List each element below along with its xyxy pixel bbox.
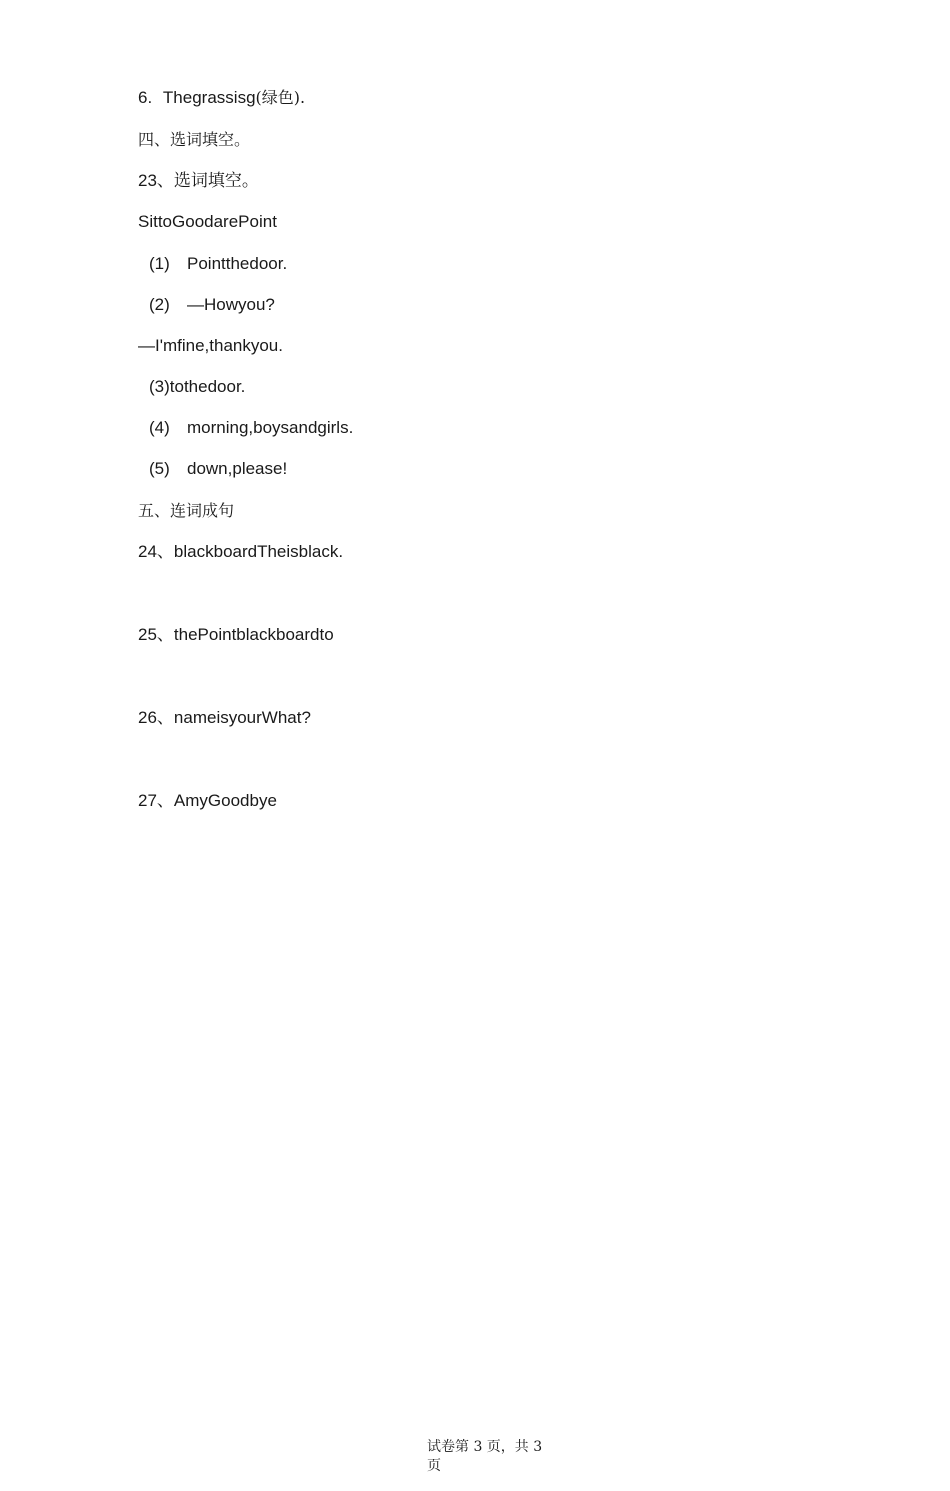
section-heading-4: 四、选词填空。 [138,130,251,149]
question-24 [138,542,343,562]
item-number: (2) [149,295,170,314]
question-hint: (绿色). [255,88,306,107]
item-text: down,please! [187,459,288,478]
question-number: 24、 [138,542,174,561]
question-26 [138,708,311,728]
page-footer: 试卷第 3 页，共 3 页 [427,1439,543,1474]
question-text: Thegrassisg [162,88,256,107]
question-number: 25、 [138,625,174,644]
item-number: (5) [149,459,170,478]
question-text: nameisyourWhat? [173,708,311,727]
question-25 [138,625,334,645]
question-number: 26、 [138,708,174,727]
item-number: (4) [149,418,170,437]
item-number: (3) [149,377,170,396]
word-bank: SittoGoodarePoint [138,212,277,231]
fill-item-4 [149,418,353,438]
question-23-title [138,171,259,191]
question-6 [138,88,305,108]
item-text: —Howyou? [187,295,275,314]
item-number: (1) [149,254,170,273]
item-text: tothedoor. [169,377,246,396]
fill-item-3 [149,377,245,397]
item-text: Pointthedoor. [187,254,288,273]
question-text: blackboardTheisblack. [173,542,344,561]
section-heading-5: 五、连词成句 [138,501,235,520]
fill-item-5 [149,459,287,479]
fill-item-1 [149,254,287,274]
item-text: morning,boysandgirls. [187,418,354,437]
question-27 [138,791,277,811]
question-text: thePointblackboardto [173,625,334,644]
fill-item-2 [149,295,275,315]
item-text: —I'mfine,thankyou. [138,336,283,355]
question-number: 27、 [138,791,174,810]
question-number: 6. [138,88,153,107]
question-title: 23、选词填空。 [138,171,259,190]
fill-item-2-reply [138,336,283,356]
question-text: AmyGoodbye [173,791,277,810]
